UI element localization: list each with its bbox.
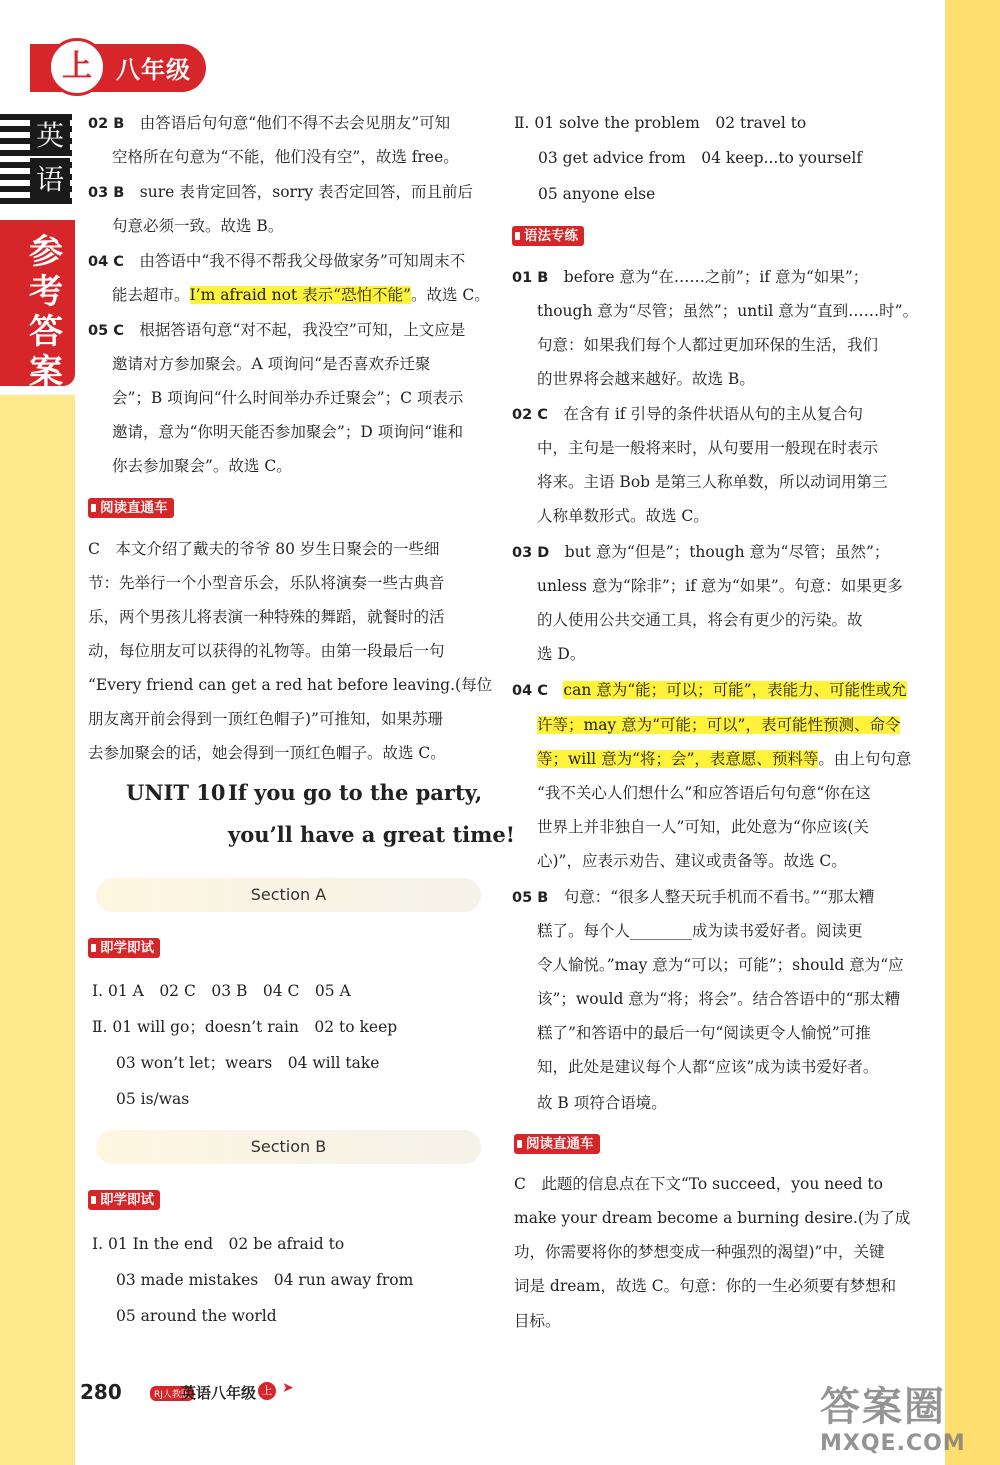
left-decor-strip	[0, 395, 75, 1465]
right-decor-strip	[945, 0, 1000, 1465]
answer-line: 03 made mistakes 04 run away from	[116, 1271, 414, 1289]
ref-char: 考	[29, 272, 63, 312]
answer-line: 糕了。每个人________成为读书爱好者。阅读更	[537, 922, 863, 940]
answer-line: 会”；B 项询问“什么时间举办乔迁聚会”；C 项表示	[112, 389, 464, 407]
reading-line: 目标。	[514, 1312, 561, 1330]
highlight: I’m afraid not 表示“恐怕不能”	[189, 286, 411, 304]
page-number: 280	[80, 1380, 122, 1404]
answer-line: “我不关心人们想什么”和应答语后句句意“你在这	[537, 784, 871, 802]
answer-line: 05 is/was	[116, 1090, 190, 1108]
answer-line: 的世界将会越来越好。故选 B。	[537, 370, 755, 388]
answer-line: 糕了”和答语中的最后一句“阅读更令人愉悦”可推	[537, 1024, 871, 1042]
ref-char: 参	[29, 232, 63, 272]
practice-tag: 即学即试	[88, 1190, 160, 1210]
reading-line: 去参加聚会的话，她会得到一顶红色帽子。故选 C。	[88, 744, 446, 762]
reading-line: 词是 dream，故选 C。句意：你的一生必须要有梦想和	[514, 1277, 897, 1295]
answer-line: 05 B 句意：“很多人整天玩手机而不看书。”“那太糟	[512, 888, 875, 906]
answer-line: 该”；would 意为“将；将会”。结合答语中的“那太糟	[537, 990, 901, 1008]
reading-line: C 此题的信息点在下文“To succeed，you need to	[514, 1175, 883, 1193]
subject-char: 语	[30, 158, 70, 198]
reading-line: make your dream become a burning desire.(为了成	[514, 1209, 911, 1227]
answer-line: 05 C 根据答语句意“对不起，我没空”可知，上文应是	[88, 321, 466, 339]
answer-line: 你去参加聚会”。故选 C。	[112, 457, 292, 475]
answer-line: 中，主句是一般将来时，从句要用一般现在时表示	[537, 439, 879, 457]
answer-line: 故 B 项符合语境。	[537, 1094, 667, 1112]
reading-tag: 阅读直通车	[514, 1134, 600, 1154]
answer-line: 05 anyone else	[538, 185, 656, 203]
answer-line: 世界上并非独自一人”可知，此处意为“你应该(关	[537, 818, 869, 836]
practice-tag: 即学即试	[88, 938, 160, 958]
reading-line: “Every friend can get a red hat before leaving.(每位	[88, 676, 493, 694]
answer-line: Ⅱ. 01 solve the problem 02 travel to	[514, 114, 807, 132]
answer-line: 01 B before 意为“在……之前”；if 意为“如果”；	[512, 268, 869, 286]
answer-line: 03 D but 意为“但是”；though 意为“尽管；虽然”；	[512, 543, 890, 561]
answer-line: 知，此处是建议每个人都“应该”成为读书爱好者。	[537, 1058, 879, 1076]
subject-char: 英	[30, 114, 70, 154]
watermark-url: MXQE.COM	[820, 1431, 966, 1456]
answer-line: 空格所在句意为“不能，他们没有空”，故选 free。	[112, 148, 459, 166]
unit-title: you’ll have a great time!	[228, 822, 515, 847]
answer-line: 03 won’t let；wears 04 will take	[116, 1054, 380, 1072]
unit-title: If you go to the party,	[228, 780, 483, 805]
watermark-text: 答案圈	[820, 1384, 946, 1430]
highlight: can 意为“能；可以；可能”，表能力、可能性或允	[563, 681, 907, 699]
reading-line: 乐，两个男孩儿将表演一种特殊的舞蹈，就餐时的活	[88, 608, 445, 626]
answer-line: 句意必须一致。故选 B。	[112, 217, 284, 235]
section-a-bar: Section A	[96, 878, 481, 912]
highlight: 许等；may 意为“可能；可以”，表可能性预测、命令	[537, 716, 901, 734]
edition-badge: RJ人教版	[150, 1386, 194, 1401]
ref-char: 案	[29, 352, 63, 392]
answer-line: Ⅰ. 01 A 02 C 03 B 04 C 05 A	[92, 982, 351, 1000]
answer-line: 心)”，应表示劝告、建议或责备等。故选 C。	[537, 852, 847, 870]
answer-line	[537, 714, 900, 736]
answer-line: 03 B sure 表肯定回答，sorry 表否定回答，而且前后	[88, 183, 474, 201]
answer-line: 04 C can 意为“能；可以；可能”，表能力、可能性或允	[512, 681, 907, 699]
reading-line: 节：先举行一个小型音乐会，乐队将演奏一些古典音	[88, 574, 445, 592]
answer-line: 令人愉悦。”may 意为“可以；可能”；should 意为“应	[537, 956, 904, 974]
reading-line: 功，你需要将你的梦想变成一种强烈的渴望)”中，关键	[514, 1243, 885, 1261]
answer-line: 邀请对方参加聚会。A 项询问“是否喜欢乔迁聚	[112, 355, 431, 373]
answer-line: 03 get advice from 04 keep...to yourself	[538, 149, 863, 167]
answer-line: 等；will 意为“将；会”，表意愿、预料等。由上句句意	[537, 750, 912, 768]
answer-line: unless 意为“除非”；if 意为“如果”。句意：如果更多	[537, 577, 903, 595]
answer-line: 人称单数形式。故选 C。	[537, 507, 709, 525]
book-title: 英语八年级	[181, 1384, 257, 1402]
unit-label: UNIT 10	[126, 780, 226, 805]
highlight: 等；will 意为“将；会”，表意愿、预料等	[537, 750, 819, 768]
answer-line: Ⅰ. 01 In the end 02 be afraid to	[92, 1235, 345, 1253]
ref-char: 答	[29, 312, 63, 352]
answer-line: 02 B 由答语后句句意“他们不得不去会见朋友”可知	[88, 114, 451, 132]
half-badge: 上	[258, 1382, 276, 1400]
answer-line: though 意为“尽管；虽然”；until 意为“直到……时”。	[537, 302, 919, 320]
answer-line: 能去超市。I’m afraid not 表示“恐怕不能”。故选 C。	[112, 286, 490, 304]
answer-line: 句意：如果我们每个人都过更加环保的生活，我们	[537, 336, 879, 354]
reading-line: C 本文介绍了戴夫的爷爷 80 岁生日聚会的一些细	[88, 540, 440, 558]
grade-label: 八年级	[116, 56, 191, 84]
grade-circle: 上	[48, 38, 106, 96]
watermark	[820, 1375, 990, 1455]
grammar-tag: 语法专练	[512, 226, 584, 246]
arrow-right-icon: ➤	[282, 1380, 294, 1396]
answer-line: 将来。主语 Bob 是第三人称单数，所以动词用第三	[537, 473, 888, 491]
answer-line: 04 C 由答语中“我不得不帮我父母做家务”可知周末不	[88, 252, 466, 270]
answer-line: 02 C 在含有 if 引导的条件状语从句的主从复合句	[512, 405, 863, 423]
section-b-bar: Section B	[96, 1130, 481, 1164]
reading-tag: 阅读直通车	[88, 498, 174, 518]
answer-line: 05 around the world	[116, 1307, 277, 1325]
reading-line: 朋友离开前会得到一顶红色帽子)”可推知，如果苏珊	[88, 710, 443, 728]
reading-line: 动，每位朋友可以获得的礼物等。由第一段最后一句	[88, 642, 445, 660]
answer-line: 邀请，意为“你明天能否参加聚会”；D 项询问“谁和	[112, 423, 464, 441]
answer-line: Ⅱ. 01 will go；doesn’t rain 02 to keep	[92, 1018, 398, 1036]
answer-line: 的人使用公共交通工具，将会有更少的污染。故	[537, 611, 863, 629]
answer-line: 选 D。	[537, 645, 586, 663]
